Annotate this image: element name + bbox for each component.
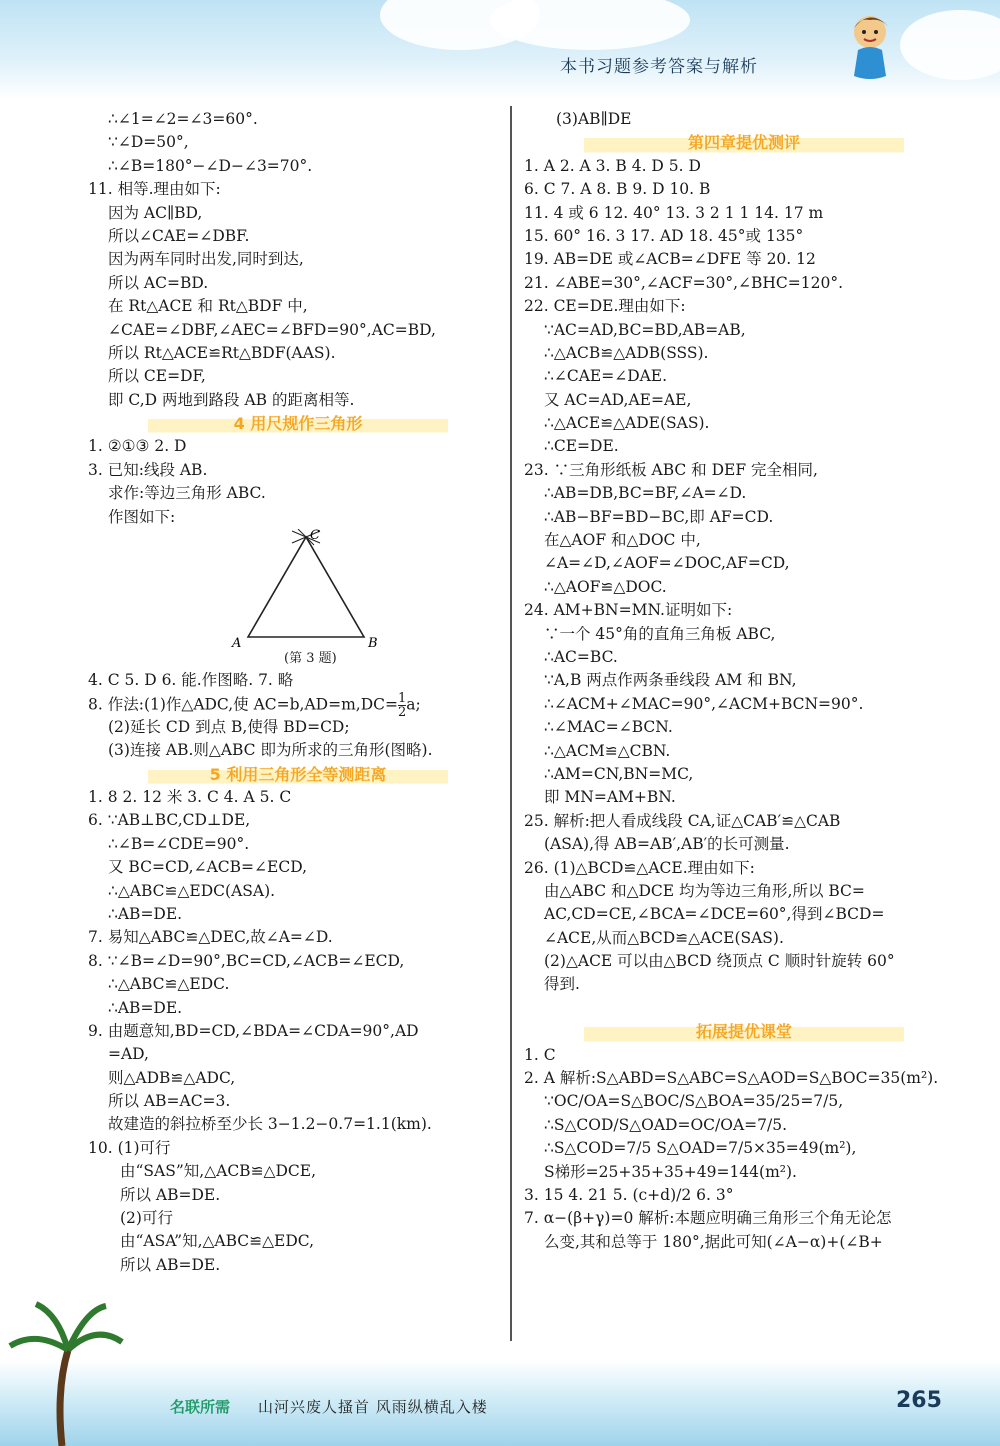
- answer-line: 24. AM+BN=MN.证明如下:: [524, 601, 733, 620]
- answer-line: ∴∠MAC=∠BCN.: [544, 718, 673, 737]
- left-answer-column: [88, 108, 508, 1277]
- answer-line: 所以 AC=BD.: [108, 273, 209, 292]
- answer-line: (2)△ACE 可以由△BCD 绕顶点 C 顺时针旋转 60°: [544, 952, 895, 971]
- mascot-icon: [830, 6, 910, 86]
- answer-line: ∴AB=DE.: [108, 904, 183, 923]
- triangle-figure: [88, 529, 508, 669]
- cloud-decoration: [900, 10, 1000, 80]
- column-divider: [510, 106, 512, 1341]
- answer-line: 所以 CE=DF,: [108, 367, 206, 386]
- answer-line: 26. (1)△BCD≌△ACE.理由如下:: [524, 858, 755, 877]
- answer-line: ∴△AOF≌△DOC.: [544, 577, 667, 596]
- vertex-label: C: [310, 529, 320, 544]
- answer-line: 在△AOF 和△DOC 中,: [544, 531, 701, 550]
- answer-line: (3)AB∥DE: [556, 110, 632, 128]
- answer-line: 得到.: [544, 975, 580, 994]
- answer-line: ∵A,B 两点作两条垂线段 AM 和 BN,: [544, 671, 797, 690]
- section-heading: 5 利用三角形全等测距离: [148, 763, 448, 786]
- equilateral-triangle-diagram: [228, 529, 388, 649]
- answer-line: ∴∠ACM+∠MAC=90°,∠ACM+BCN=90°.: [544, 694, 864, 713]
- answer-line: 因为两车同时出发,同时到达,: [108, 250, 304, 269]
- answer-line: 所以∠CAE=∠DBF.: [108, 226, 250, 245]
- figure-caption: (第 3 题): [284, 651, 337, 667]
- answer-line: 即 C,D 两地到路段 AB 的距离相等.: [108, 390, 355, 409]
- answer-line: ∴AB=DB,BC=BF,∠A=∠D.: [544, 484, 747, 503]
- footer-slogan: 山河兴废人搔首 风雨纵横乱入楼: [258, 1398, 488, 1416]
- answer-line: ∴△ACB≌△ADB(SSS).: [544, 343, 709, 362]
- answer-line: 11. 4 或 6 12. 40° 13. 3 2 1 1 14. 17 m: [524, 203, 824, 222]
- section-heading: 4 用尺规作三角形: [148, 412, 448, 435]
- fraction: $\frac{1}{2}$: [398, 691, 407, 721]
- answer-line: AC,CD=CE,∠BCA=∠DCE=60°,得到∠BCD=: [544, 905, 885, 924]
- answer-line: ∵AC=AD,BC=BD,AB=AB,: [544, 320, 746, 339]
- answer-line: 15. 60° 16. 3 17. AD 18. 45°或 135°: [524, 226, 804, 245]
- answer-line: ∵OC/OA=S△BOC/S△BOA=35/25=7/5,: [544, 1092, 844, 1111]
- answer-line: ∴∠B=∠CDE=90°.: [108, 834, 250, 853]
- answer-line: 4. C 5. D 6. 能.作图略. 7. 略: [88, 671, 294, 690]
- answer-line: 1. 8 2. 12 米 3. C 4. A 5. C: [88, 787, 292, 806]
- answer-line: 作图如下:: [108, 507, 176, 526]
- palm-tree-icon: [6, 1290, 126, 1446]
- right-answer-column: [524, 108, 964, 1254]
- answer-line: 1. ②①③ 2. D: [88, 437, 187, 456]
- answer-line: 所以 AB=DE.: [120, 1255, 221, 1274]
- answer-line: 3. 15 4. 21 5. (c+d)/2 6. 3°: [524, 1185, 734, 1204]
- answer-line: ∴∠1=∠2=∠3=60°.: [108, 110, 258, 128]
- answer-line: 7. 易知△ABC≌△DEC,故∠A=∠D.: [88, 928, 333, 947]
- vertex-label: A: [232, 636, 242, 650]
- header-title: 本书习题参考答案与解析: [560, 57, 758, 77]
- answer-line: ∠ACE,从而△BCD≌△ACE(SAS).: [544, 928, 784, 947]
- answer-line: ∴S△COD=7/5 S△OAD=7/5×35=49(m²),: [544, 1139, 857, 1158]
- answer-line: 由“ASA”知,△ABC≌△EDC,: [120, 1232, 315, 1251]
- answer-line: ∴△ACE≌△ADE(SAS).: [544, 414, 710, 433]
- answer-line: 所以 Rt△ACE≌Rt△BDF(AAS).: [108, 343, 336, 362]
- answer-line: 又 BC=CD,∠ACB=∠ECD,: [108, 858, 307, 877]
- answer-line: ∴∠B=180°−∠D−∠3=70°.: [108, 156, 313, 175]
- answer-line: 11. 相等.理由如下:: [88, 180, 221, 199]
- answer-line: 在 Rt△ACE 和 Rt△BDF 中,: [108, 297, 308, 316]
- answer-line: ∴S△COD/S△OAD=OC/OA=7/5.: [544, 1115, 788, 1134]
- answer-line: ∴△ACM≌△CBN.: [544, 741, 671, 760]
- answer-line: 6. ∵AB⊥BC,CD⊥DE,: [88, 811, 251, 830]
- answer-line: 3. 已知:线段 AB.: [88, 460, 208, 479]
- header-banner: [0, 0, 1000, 100]
- answer-line: ∴AB−BF=BD−BC,即 AF=CD.: [544, 507, 774, 526]
- answer-line: ∴△ABC≌△EDC.: [108, 975, 230, 994]
- answer-line: 7. α−(β+γ)=0 解析:本题应明确三角形三个角无论怎: [524, 1209, 892, 1228]
- answer-line: ∴△ABC≌△EDC(ASA).: [108, 881, 276, 900]
- footer-banner: [0, 1360, 1000, 1446]
- answer-line: ∴AB=DE.: [108, 998, 183, 1017]
- answer-line: ∴AC=BC.: [544, 647, 618, 666]
- answer-line: 所以 AB=AC=3.: [108, 1092, 231, 1111]
- vertex-label: B: [368, 636, 378, 650]
- cloud-decoration: [490, 0, 690, 50]
- answer-line: (2)延长 CD 到点 B,使得 BD=CD;: [108, 717, 350, 736]
- answer-line: (3)连接 AB.则△ABC 即为所求的三角形(图略).: [108, 741, 433, 760]
- answer-line: 23. ∵三角形纸板 ABC 和 DEF 完全相同,: [524, 460, 818, 479]
- answer-line: 6. C 7. A 8. B 9. D 10. B: [524, 180, 711, 199]
- answer-line: 所以 AB=DE.: [120, 1185, 221, 1204]
- answer-line: 21. ∠ABE=30°,∠ACF=30°,∠BHC=120°.: [524, 273, 844, 292]
- answer-line: 9. 由题意知,BD=CD,∠BDA=∠CDA=90°,AD: [88, 1021, 419, 1040]
- answer-line: ∴∠CAE=∠DAE.: [544, 367, 668, 386]
- answer-line: 由△ABC 和△DCE 均为等边三角形,所以 BC=: [544, 881, 865, 900]
- answer-line: ∠CAE=∠DBF,∠AEC=∠BFD=90°,AC=BD,: [108, 320, 436, 339]
- answer-line: 求作:等边三角形 ABC.: [108, 484, 266, 503]
- answer-line: 2. A 解析:S△ABD=S△ABC=S△AOD=S△BOC=35(m²).: [524, 1069, 939, 1088]
- answer-line: 10. (1)可行: [88, 1138, 171, 1157]
- section-heading: 第四章提优测评: [584, 131, 904, 154]
- answer-line: S梯形=25+35+35+49=144(m²).: [544, 1162, 797, 1181]
- answer-line: ∴CE=DE.: [544, 437, 619, 456]
- answer-line: [524, 997, 964, 1020]
- answer-line: 因为 AC∥BD,: [108, 203, 203, 222]
- answer-line: 又 AC=AD,AE=AE,: [544, 390, 692, 409]
- answer-line: 8. 作法:(1)作△ADC,使 AC=b,AD=m,DC= $\frac{1}{2}$ a;: [88, 691, 421, 721]
- page-number: 265: [896, 1388, 942, 1413]
- answer-line: 1. C: [524, 1045, 556, 1064]
- section-heading: 拓展提优课堂: [584, 1020, 904, 1043]
- footer-logo: 名联所需: [170, 1398, 231, 1416]
- answer-line: 么变,其和总等于 180°,据此可知(∠A−α)+(∠B+: [544, 1232, 883, 1251]
- answer-line: =AD,: [108, 1045, 149, 1064]
- answer-line: ∠A=∠D,∠AOF=∠DOC,AF=CD,: [544, 554, 790, 573]
- answer-line: 8. ∵∠B=∠D=90°,BC=CD,∠ACB=∠ECD,: [88, 951, 405, 970]
- answer-line: 即 MN=AM+BN.: [544, 788, 676, 807]
- answer-line: 25. 解析:把人看成线段 CA,证△CAB′≌△CAB: [524, 811, 841, 830]
- answer-line: 由“SAS”知,△ACB≌△DCE,: [120, 1162, 317, 1181]
- answer-line: 19. AB=DE 或∠ACB=∠DFE 等 20. 12: [524, 250, 816, 269]
- answer-line: ∵一个 45°角的直角三角板 ABC,: [544, 624, 776, 643]
- answer-line: ∴AM=CN,BN=MC,: [544, 764, 694, 783]
- answer-line: 则△ADB≌△ADC,: [108, 1068, 236, 1087]
- answer-line: 22. CE=DE.理由如下:: [524, 297, 686, 316]
- answer-line: ∵∠D=50°,: [108, 133, 189, 152]
- answer-line: (2)可行: [120, 1209, 173, 1228]
- answer-line: 1. A 2. A 3. B 4. D 5. D: [524, 156, 701, 175]
- answer-line: 故建造的斜拉桥至少长 3−1.2−0.7=1.1(km).: [108, 1115, 432, 1134]
- answer-line: (ASA),得 AB=AB′,AB′的长可测量.: [544, 835, 790, 854]
